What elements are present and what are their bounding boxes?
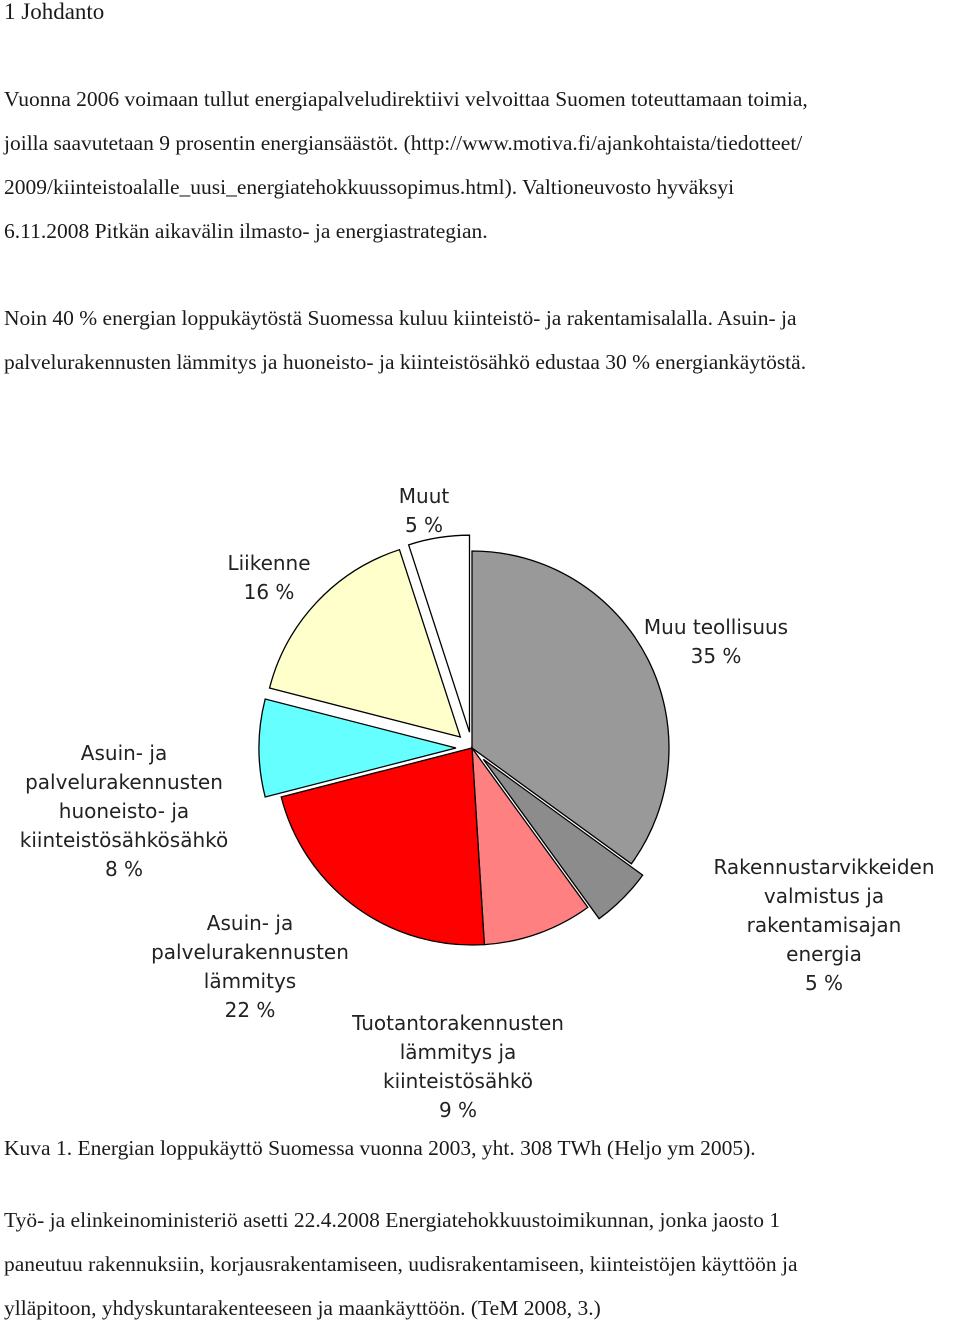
paragraph-line: Työ- ja elinkeinoministeriö asetti 22.4.2008 Energiatehokkuustoimikunnan, jonka jaosto 1 <box>4 1208 781 1232</box>
paragraph-line: 2009/kiinteistoalalle_uusi_energiatehokkuussopimus.html). Valtioneuvosto hyväksyi <box>4 175 735 199</box>
slice-value-label: 22 % <box>224 998 276 1022</box>
slice-name-label: Muu teollisuus <box>643 615 789 639</box>
paragraph-line: Vuonna 2006 voimaan tullut energiapalveludirektiivi velvoittaa Suomen toteuttamaan toimia, <box>4 87 808 111</box>
slice-label <box>151 911 349 1022</box>
paragraph-line: paneutuu rakennuksiin, korjausrakentamiseen, uudisrakentamiseen, kiinteistöjen käyttöön ja <box>4 1252 798 1276</box>
slice-label <box>713 855 934 995</box>
committee-paragraph <box>4 1198 798 1330</box>
slice-name-label: rakentamisajan <box>746 913 902 937</box>
slice-name-label: valmistus ja <box>763 884 885 908</box>
slice-value-label: 5 % <box>804 971 844 995</box>
slice-value-label: 5 % <box>404 513 444 537</box>
slice-name-label: lämmitys <box>203 969 297 993</box>
intro-paragraph <box>4 77 808 253</box>
slice-value-label: 8 % <box>104 857 144 881</box>
slice-name-label: Asuin- ja <box>206 911 294 935</box>
slice-value-label: 35 % <box>690 644 742 668</box>
slice-name-label: Rakennustarvikkeiden <box>713 855 935 879</box>
slice-label <box>644 615 788 668</box>
paragraph-line: ylläpitoon, yhdyskuntarakenteeseen ja maankäyttöön. (TeM 2008, 3.) <box>4 1296 601 1320</box>
slice-label <box>351 1011 564 1120</box>
slice-name-label: kiinteistösähkösähkö <box>19 828 229 852</box>
slice-value-label: 9 % <box>438 1098 478 1120</box>
energy-use-pie-chart <box>0 470 960 1120</box>
paragraph-line: 6.11.2008 Pitkän aikavälin ilmasto- ja energiastrategian. <box>4 219 488 243</box>
slice-name-label: Muut <box>398 484 450 508</box>
paragraph-line: Noin 40 % energian loppukäytöstä Suomessa kuluu kiinteistö- ja rakentamisalalla. Asuin- ja <box>4 306 797 330</box>
slice-name-label: Liikenne <box>227 551 311 575</box>
slice-name-label: kiinteistösähkö <box>382 1069 534 1093</box>
slice-name-label: Asuin- ja <box>80 741 168 765</box>
section-heading: 1 Johdanto <box>4 0 105 24</box>
paragraph-line: palvelurakennusten lämmitys ja huoneisto- ja kiinteistösähkö edustaa 30 % energiankäytöstä. <box>4 350 807 374</box>
slice-name-label: Tuotantorakennusten <box>352 1011 564 1035</box>
slice-label <box>227 551 310 604</box>
paragraph-line: joilla saavutetaan 9 prosentin energiansäästöt. (http://www.motiva.fi/ajankohtaista/tiedotteet/ <box>4 131 803 155</box>
energy-share-paragraph <box>4 296 806 384</box>
slice-label <box>399 484 450 537</box>
slice-name-label: huoneisto- ja <box>58 799 190 823</box>
slice-label <box>20 741 229 881</box>
slice-name-label: palvelurakennusten <box>25 770 223 794</box>
slice-name-label: lämmitys ja <box>399 1040 517 1064</box>
slice-name-label: palvelurakennusten <box>151 940 349 964</box>
slice-value-label: 16 % <box>243 580 295 604</box>
figure-caption: Kuva 1. Energian loppukäyttö Suomessa vuonna 2003, yht. 308 TWh (Heljo ym 2005). <box>4 1136 756 1160</box>
slice-name-label: energia <box>786 942 862 966</box>
